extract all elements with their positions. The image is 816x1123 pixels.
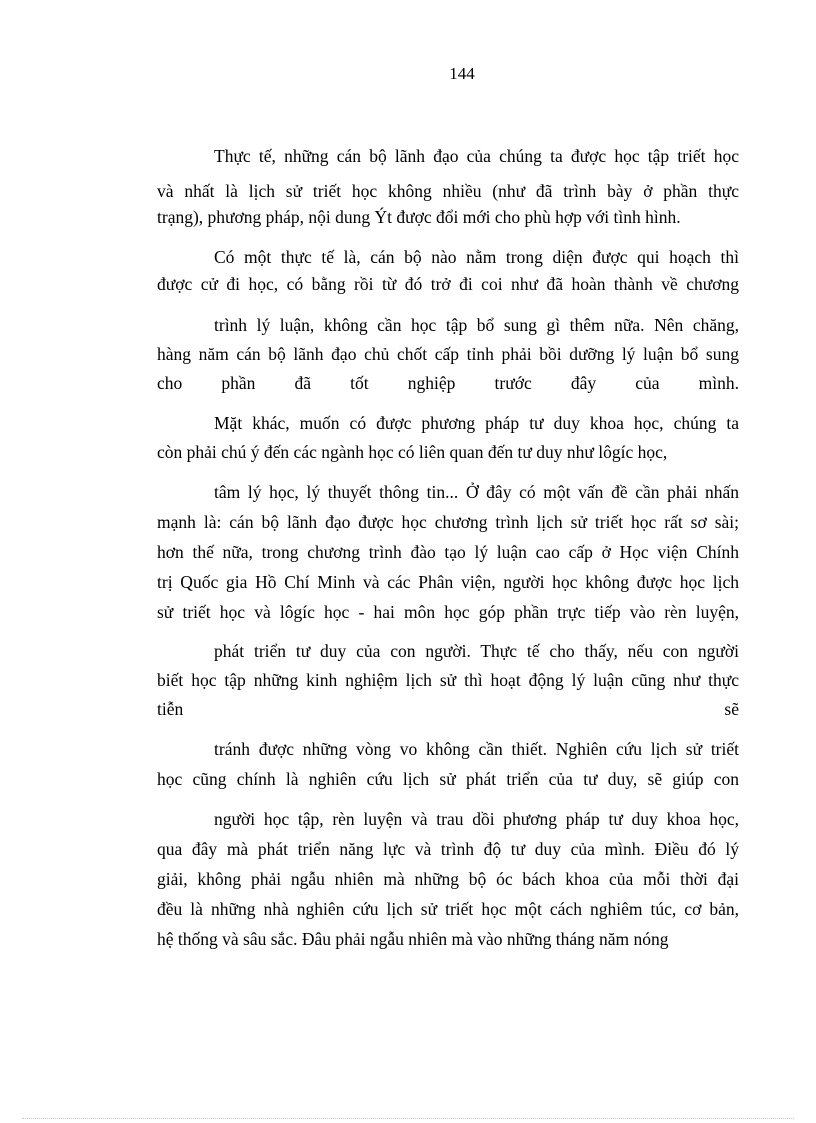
text-line: học cũng chính là nghiên cứu lịch sử phát triển của tư duy, sẽ giúp con [157, 769, 739, 789]
text-line: sử triết học và lôgíc học - hai môn học góp phần trực tiếp vào rèn luyện, [157, 602, 739, 622]
text-line: trình lý luận, không cần học tập bổ sung gì thêm nữa. Nên chăng, [214, 315, 739, 335]
page-number: 144 [449, 64, 475, 83]
text-line: và nhất là lịch sử triết học không nhiều (như đã trình bày ở phần thực [157, 181, 739, 201]
text-line: giải, không phải ngẫu nhiên mà những bộ óc bách khoa của mỗi thời đại [157, 869, 739, 889]
text-line: tâm lý học, lý thuyết thông tin... Ở đây có một vấn đề cần phải nhấn [214, 482, 739, 502]
text-line: được cử đi học, có bằng rồi từ đó trở đi coi như đã hoàn thành về chương [157, 274, 739, 294]
text-line: hơn thế nữa, trong chương trình đào tạo lý luận cao cấp ở Học viện Chính [157, 542, 739, 562]
text-line: trị Quốc gia Hồ Chí Minh và các Phân viện, người học không được học lịch [157, 572, 739, 592]
text-line: phát triển tư duy của con người. Thực tế cho thấy, nếu con người [214, 641, 739, 661]
text-line: Mặt khác, muốn có được phương pháp tư duy khoa học, chúng ta [214, 413, 739, 433]
text-line: cho phần đã tốt nghiệp trước đây của mình. [157, 373, 739, 393]
text-line: qua đây mà phát triển năng lực và trình độ tư duy của mình. Điều đó lý [157, 839, 739, 859]
text-line: Thực tế, những cán bộ lãnh đạo của chúng ta được học tập triết học [214, 146, 739, 166]
text-line: hệ thống và sâu sắc. Đâu phải ngẫu nhiên mà vào những tháng năm nóng [157, 929, 669, 949]
footer-divider [22, 1118, 794, 1119]
text-line: Có một thực tế là, cán bộ nào nằm trong diện được qui hoạch thì [214, 247, 739, 267]
text-line: đều là những nhà nghiên cứu lịch sử triết học một cách nghiêm túc, cơ bản, [157, 899, 739, 919]
text-line: hàng năm cán bộ lãnh đạo chủ chốt cấp tỉnh phải bồi dưỡng lý luận bổ sung [157, 344, 739, 364]
text-line: biết học tập những kinh nghiệm lịch sử thì hoạt động lý luận cũng như thực [157, 670, 739, 690]
text-line: còn phải chú ý đến các ngành học có liên quan đến tư duy như lôgíc học, [157, 442, 668, 462]
text-line: người học tập, rèn luyện và trau dồi phương pháp tư duy khoa học, [214, 809, 739, 829]
text-line: tránh được những vòng vo không cần thiết. Nghiên cứu lịch sử triết [214, 739, 739, 759]
text-line: mạnh là: cán bộ lãnh đạo được học chương trình lịch sử triết học rất sơ sài; [157, 512, 739, 532]
text-line: tiễn sẽ [157, 699, 739, 719]
text-line: trạng), phương pháp, nội dung Ýt được đổi mới cho phù hợp với tình hình. [157, 207, 681, 227]
